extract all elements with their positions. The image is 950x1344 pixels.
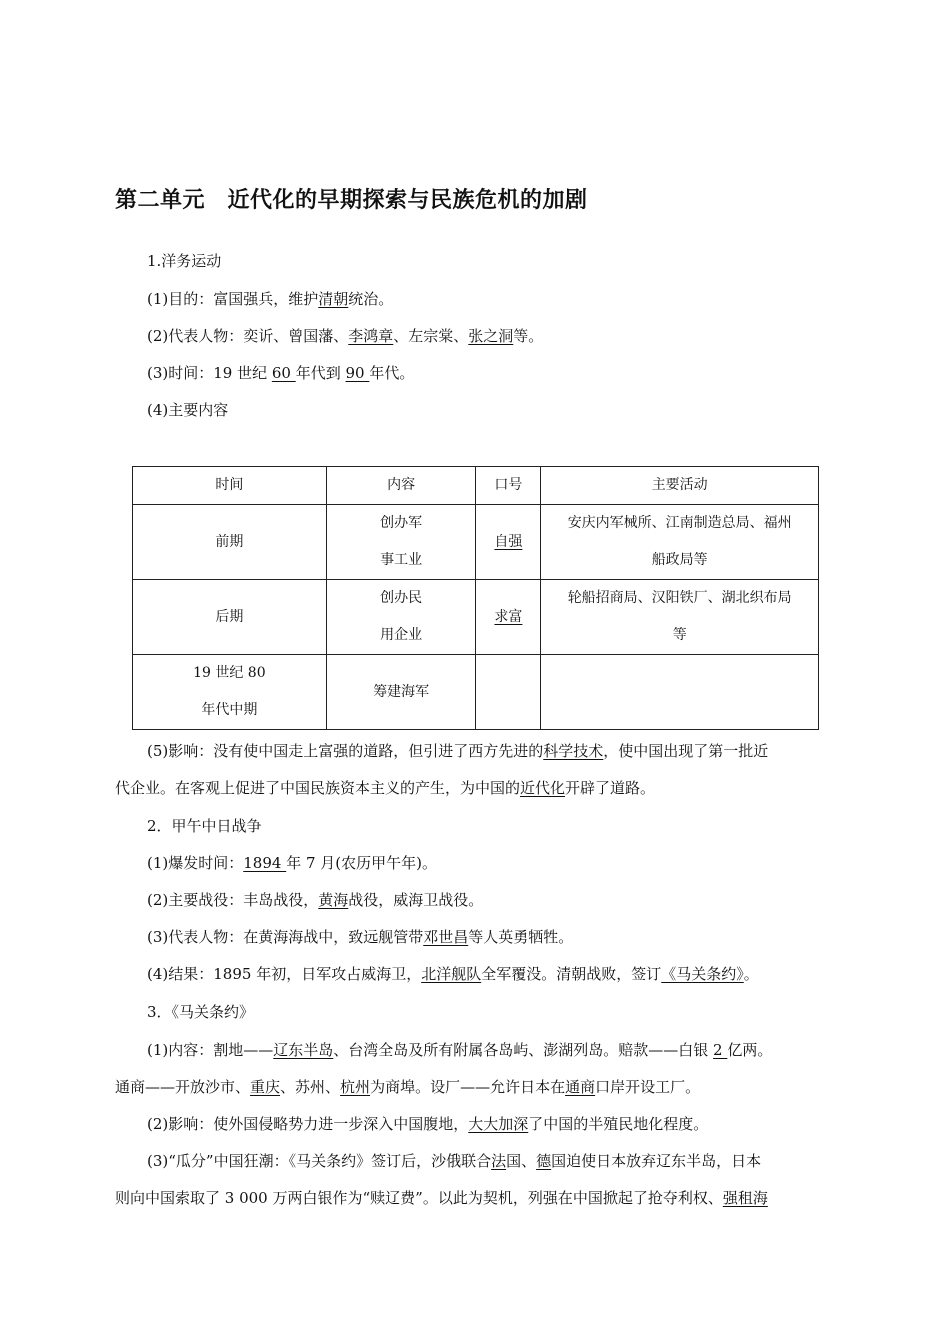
answer-blank: 张之洞 (468, 327, 514, 345)
answer-blank: 科学技术 (543, 742, 604, 760)
unit-title: 第二单元 近代化的早期探索与民族危机的加剧 (115, 188, 588, 213)
treaty-impact-line: (2)影响：使外国侵略势力进一步深入中国腹地，大大加深了中国的半殖民地化程度。 (147, 1115, 709, 1133)
answer-blank: 北洋舰队 (421, 965, 482, 983)
impact-line-1: (5)影响：没有使中国走上富强的道路，但引进了西方先进的科学技术，使中国出现了第一批近 (147, 742, 769, 760)
answer-blank: 《马关条约》 (661, 965, 744, 983)
table-cell-content: 创办军 事工业 (326, 505, 476, 580)
answer-blank: 90 (345, 364, 370, 382)
result-line: (4)结果：1895 年初，日军攻占威海卫，北洋舰队全军覆没。清朝战败，签订《马关条约》。 (147, 965, 759, 983)
battles-line: (2)主要战役：丰岛战役，黄海战役，威海卫战役。 (147, 891, 484, 909)
table-cell-activity: 轮船招商局、汉阳铁厂、湖北织布局 等 (541, 580, 819, 655)
table-header-cell: 时间 (133, 467, 327, 505)
impact-line-2: 代企业。在客观上促进了中国民族资本主义的产生，为中国的近代化开辟了道路。 (115, 779, 656, 797)
answer-blank: 清朝 (318, 290, 349, 308)
answer-blank: 德 (536, 1152, 552, 1170)
time-line: (3)时间：19 世纪 60 年代到 90 年代。 (147, 364, 415, 382)
section-heading-treaty: 3．《马关条约》 (147, 1003, 255, 1021)
table-cell-activity: 安庆内军械所、江南制造总局、福州 船政局等 (541, 505, 819, 580)
table-cell-time: 前期 (133, 505, 327, 580)
table-header-cell: 口号 (476, 467, 541, 505)
table-cell-time: 后期 (133, 580, 327, 655)
table-header-cell: 主要活动 (541, 467, 819, 505)
table-cell-content: 筹建海军 (326, 655, 476, 730)
table-header-row (133, 467, 819, 505)
section-heading-westernization: 1.洋务运动 (147, 252, 222, 270)
table-row (133, 580, 819, 655)
answer-blank: 60 (271, 364, 296, 382)
partition-line-2: 则向中国索取了 3 000 万两白银作为“赎辽费”。以此为契机，列强在中国掀起了抢夺利权、强租海 (115, 1189, 768, 1207)
partition-line-1: (3)“瓜分”中国狂潮：《马关条约》签订后，沙俄联合法国、德国迫使日本放弃辽东半岛，日本 (147, 1152, 762, 1170)
answer-blank: 自强 (494, 533, 523, 550)
table-row (133, 505, 819, 580)
answer-blank: 近代化 (520, 779, 566, 797)
outbreak-line: (1)爆发时间：1894 年 7 月(农历甲午年)。 (147, 854, 437, 872)
table-cell-slogan (476, 505, 541, 580)
answer-blank: 强租海 (722, 1189, 768, 1207)
section-heading-sino-japanese-war: 2．甲午中日战争 (147, 817, 262, 835)
table-cell-content: 创办民 用企业 (326, 580, 476, 655)
content-heading: (4)主要内容 (147, 401, 229, 419)
answer-blank: 求富 (494, 608, 523, 625)
war-figures-line: (3)代表人物：在黄海海战中，致远舰管带邓世昌等人英勇牺牲。 (147, 928, 574, 946)
purpose-line: (1)目的：富国强兵，维护清朝统治。 (147, 290, 394, 308)
treaty-content-line-2: 通商——开放沙市、重庆、苏州、杭州为商埠。设厂——允许日本在通商口岸开设工厂。 (115, 1078, 701, 1096)
answer-blank: 1894 (243, 854, 287, 872)
table-cell-activity (541, 655, 819, 730)
answer-blank: 法 (491, 1152, 507, 1170)
treaty-content-line-1: (1)内容：割地——辽东半岛、台湾全岛及所有附属各岛屿、澎湖列岛。赔款——白银 2 亿两。 (147, 1041, 773, 1059)
table-cell-time: 19 世纪 80 年代中期 (133, 655, 327, 730)
answer-blank: 杭州 (340, 1078, 371, 1096)
table-header-cell: 内容 (326, 467, 476, 505)
table-cell-slogan (476, 580, 541, 655)
answer-blank: 2 (713, 1041, 728, 1059)
answer-blank: 重庆 (250, 1078, 281, 1096)
answer-blank: 大大加深 (468, 1115, 529, 1133)
answer-blank: 黄海 (318, 891, 349, 909)
westernization-table (132, 466, 819, 730)
answer-blank: 邓世昌 (423, 928, 469, 946)
answer-blank: 李鸿章 (348, 327, 394, 345)
table-cell-slogan (476, 655, 541, 730)
answer-blank: 辽东半岛 (273, 1041, 334, 1059)
figures-line: (2)代表人物：奕䜣、曾国藩、李鸿章、左宗棠、张之洞等。 (147, 327, 544, 345)
answer-blank: 通商 (565, 1078, 596, 1096)
table-row (133, 655, 819, 730)
